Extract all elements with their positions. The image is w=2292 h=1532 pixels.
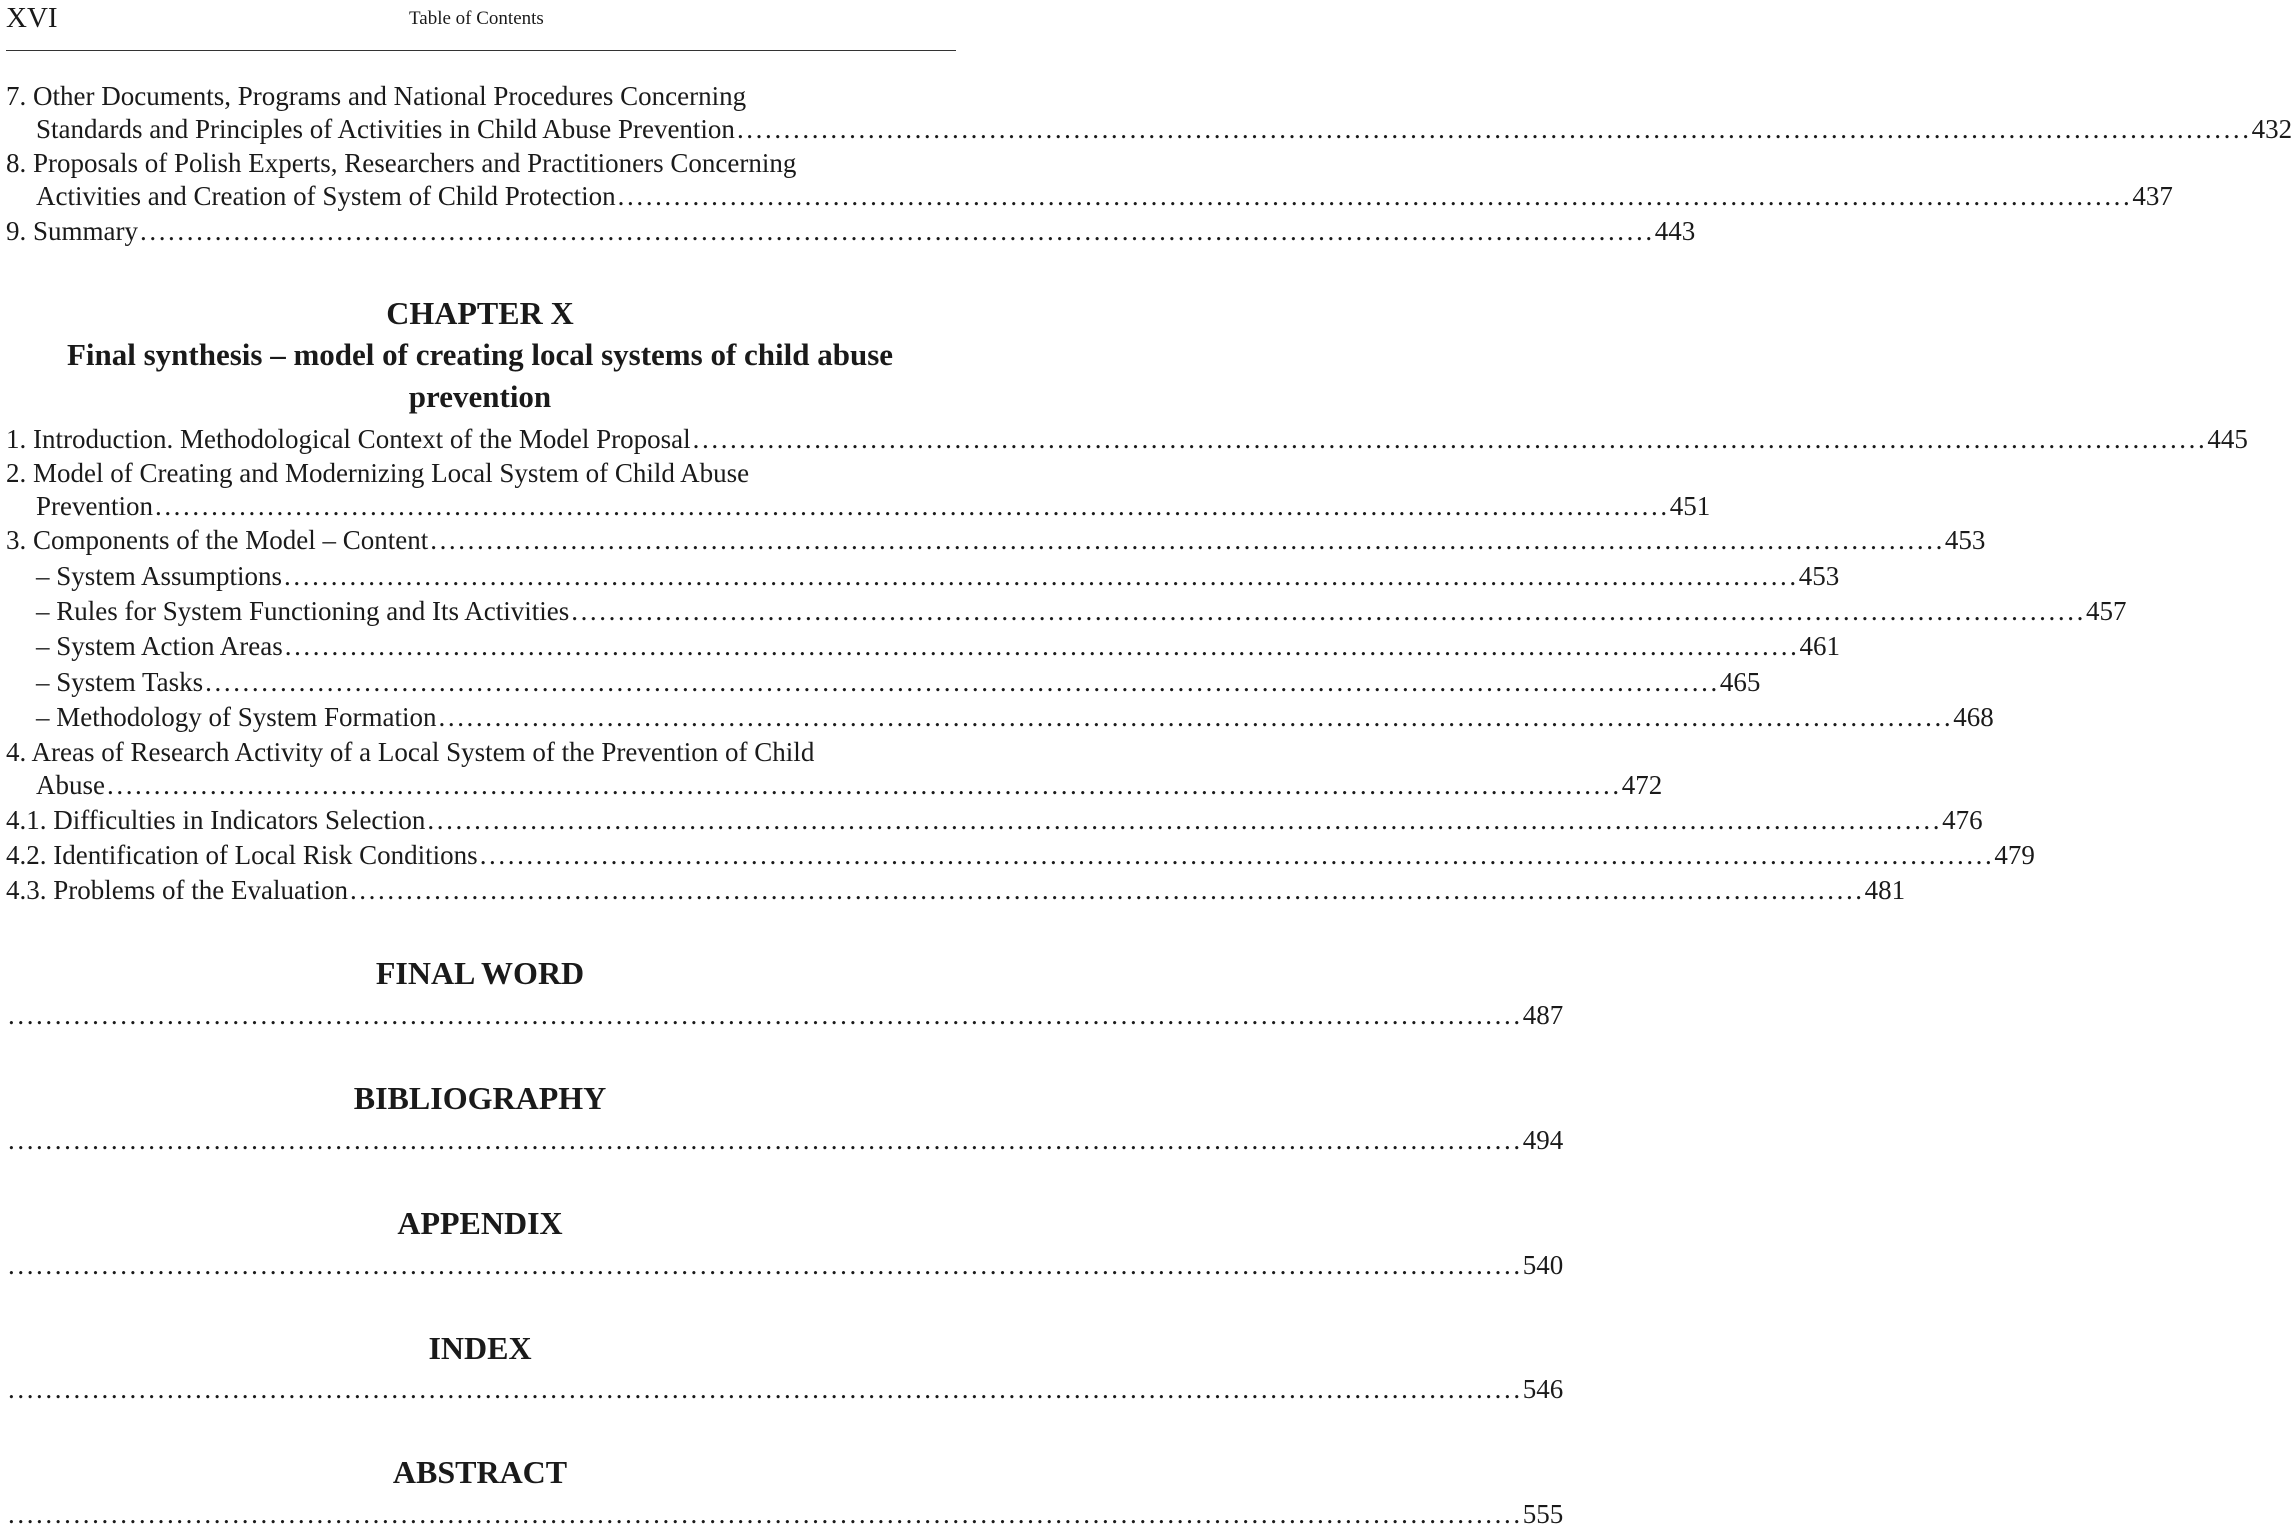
page-number: XVI bbox=[6, 2, 58, 34]
toc-entry-text: 4.1. Difficulties in Indicators Selection bbox=[6, 805, 426, 835]
toc-subentry-action-areas[interactable] bbox=[6, 629, 1840, 664]
dot-leader: .................................................................................................................................................................. bbox=[8, 1374, 1523, 1404]
toc-entry-ch10-4-2[interactable] bbox=[6, 838, 2035, 873]
dot-leader: .................................................................................................................................................................. bbox=[140, 216, 1655, 246]
toc-entry-text: 4.3. Problems of the Evaluation bbox=[6, 875, 348, 905]
toc-entry-7-line1[interactable] bbox=[6, 79, 956, 114]
chapter-label: CHAPTER X bbox=[386, 295, 574, 331]
dot-leader: .................................................................................................................................................................. bbox=[571, 596, 2086, 626]
toc-entry-ch10-3[interactable] bbox=[6, 523, 1986, 558]
toc-entry-text: Standards and Principles of Activities in Child Abuse Prevention bbox=[36, 114, 735, 144]
dot-leader: .................................................................................................................................................................. bbox=[617, 181, 2133, 211]
dot-leader: .................................................................................................................................................................. bbox=[205, 667, 1720, 697]
chapter-title-line2: prevention bbox=[408, 379, 552, 414]
heading-abstract: ABSTRACT bbox=[392, 1454, 568, 1490]
dot-leader: .................................................................................................................................................................. bbox=[736, 114, 2252, 144]
toc-page-number: 465 bbox=[1719, 667, 1761, 697]
toc-entry-text: – System Tasks bbox=[36, 667, 204, 697]
toc-entry-text: Abuse bbox=[36, 770, 105, 800]
toc-entry-text: 8. Proposals of Polish Experts, Researchers and Practitioners Concerning bbox=[6, 148, 797, 178]
toc-subentry-assumptions[interactable] bbox=[6, 559, 1840, 594]
toc-page-number: 461 bbox=[1799, 631, 1840, 661]
toc-page-number: 445 bbox=[2207, 424, 2248, 454]
toc-subentry-rules[interactable] bbox=[6, 594, 2127, 629]
toc-entry-text: Prevention bbox=[36, 491, 153, 521]
toc-page-number: 494 bbox=[1522, 1125, 1564, 1155]
toc-entry-7-line2[interactable] bbox=[6, 112, 2292, 147]
toc-entry-text: – Rules for System Functioning and Its Activities bbox=[36, 596, 570, 626]
toc-entry-ch10-4-1[interactable] bbox=[6, 803, 1983, 838]
toc-entry-final-word[interactable] bbox=[6, 998, 1564, 1033]
heading-bibliography: BIBLIOGRAPHY bbox=[353, 1080, 607, 1116]
toc-page-number: 479 bbox=[1994, 840, 2035, 870]
toc-page-number: 468 bbox=[1953, 702, 1994, 732]
running-title: Table of Contents bbox=[409, 8, 544, 29]
toc-entry-index[interactable] bbox=[6, 1372, 1564, 1407]
toc-entry-ch10-4-3[interactable] bbox=[6, 873, 1906, 908]
toc-page-number: 443 bbox=[1654, 216, 1696, 246]
toc-page-number: 453 bbox=[1798, 561, 1840, 591]
toc-page-number: 481 bbox=[1864, 875, 1906, 905]
dot-leader: .................................................................................................................................................................. bbox=[692, 424, 2208, 454]
dot-leader: .................................................................................................................................................................. bbox=[284, 561, 1799, 591]
toc-page-number: 432 bbox=[2251, 114, 2292, 144]
dot-leader: .................................................................................................................................................................. bbox=[479, 840, 1995, 870]
dot-leader: .................................................................................................................................................................. bbox=[430, 525, 1945, 555]
toc-subentry-tasks[interactable] bbox=[6, 665, 1761, 700]
toc-entry-8-line1[interactable] bbox=[6, 146, 956, 181]
toc-page-number: 487 bbox=[1522, 1000, 1564, 1030]
toc-entry-text: Activities and Creation of System of Child Protection bbox=[36, 181, 616, 211]
toc-entry-ch10-1[interactable] bbox=[6, 422, 2248, 457]
dot-leader: .................................................................................................................................................................. bbox=[8, 1250, 1523, 1280]
toc-entry-ch10-4-line2[interactable] bbox=[6, 768, 1663, 803]
toc-entry-text: – System Assumptions bbox=[36, 561, 283, 591]
dot-leader: .................................................................................................................................................................. bbox=[438, 702, 1954, 732]
dot-leader: .................................................................................................................................................................. bbox=[8, 1000, 1523, 1030]
toc-entry-appendix[interactable] bbox=[6, 1248, 1564, 1283]
running-header bbox=[6, 0, 956, 51]
toc-page-number: 540 bbox=[1522, 1250, 1564, 1280]
dot-leader: .................................................................................................................................................................. bbox=[8, 1125, 1523, 1155]
toc-entry-text: 4. Areas of Research Activity of a Local System of the Prevention of Child bbox=[6, 737, 815, 767]
toc-entry-ch10-4-line1[interactable] bbox=[6, 735, 956, 770]
toc-page-number: 472 bbox=[1621, 770, 1663, 800]
toc-entry-ch10-2-line2[interactable] bbox=[6, 489, 1711, 524]
toc-entry-abstract[interactable] bbox=[6, 1497, 1564, 1532]
heading-index: INDEX bbox=[428, 1330, 532, 1366]
toc-page-number: 451 bbox=[1669, 491, 1711, 521]
dot-leader: .................................................................................................................................................................. bbox=[107, 770, 1622, 800]
dot-leader: .................................................................................................................................................................. bbox=[349, 875, 1865, 905]
dot-leader: .................................................................................................................................................................. bbox=[154, 491, 1670, 521]
toc-entry-bibliography[interactable] bbox=[6, 1123, 1564, 1158]
toc-entry-text: 7. Other Documents, Programs and National Procedures Concerning bbox=[6, 81, 747, 111]
toc-page-number: 555 bbox=[1522, 1499, 1564, 1529]
toc-page-number: 457 bbox=[2085, 596, 2127, 626]
toc-entry-text: 4.2. Identification of Local Risk Conditions bbox=[6, 840, 478, 870]
dot-leader: .................................................................................................................................................................. bbox=[8, 1499, 1523, 1529]
dot-leader: .................................................................................................................................................................. bbox=[284, 631, 1800, 661]
toc-page-number: 476 bbox=[1942, 805, 1983, 835]
toc-entry-8-line2[interactable] bbox=[6, 179, 2173, 214]
toc-entry-text: 9. Summary bbox=[6, 216, 138, 246]
toc-entry-text: 3. Components of the Model – Content bbox=[6, 525, 429, 555]
dot-leader: .................................................................................................................................................................. bbox=[427, 805, 1943, 835]
toc-page-number: 546 bbox=[1522, 1374, 1564, 1404]
toc-subentry-methodology[interactable] bbox=[6, 700, 1994, 735]
toc-page-number: 437 bbox=[2132, 181, 2173, 211]
toc-entry-text: 2. Model of Creating and Modernizing Local System of Child Abuse bbox=[6, 458, 750, 488]
chapter-title-line1: Final synthesis – model of creating local systems of child abuse bbox=[66, 337, 894, 372]
toc-entry-ch10-2-line1[interactable] bbox=[6, 456, 956, 491]
heading-final-word: FINAL WORD bbox=[375, 955, 585, 991]
toc-entry-9[interactable] bbox=[6, 214, 1696, 249]
heading-appendix: APPENDIX bbox=[397, 1205, 563, 1241]
toc-page-number: 453 bbox=[1944, 525, 1986, 555]
toc-entry-text: 1. Introduction. Methodological Context of the Model Proposal bbox=[6, 424, 691, 454]
toc-entry-text: – System Action Areas bbox=[36, 631, 283, 661]
toc-entry-text: – Methodology of System Formation bbox=[36, 702, 437, 732]
